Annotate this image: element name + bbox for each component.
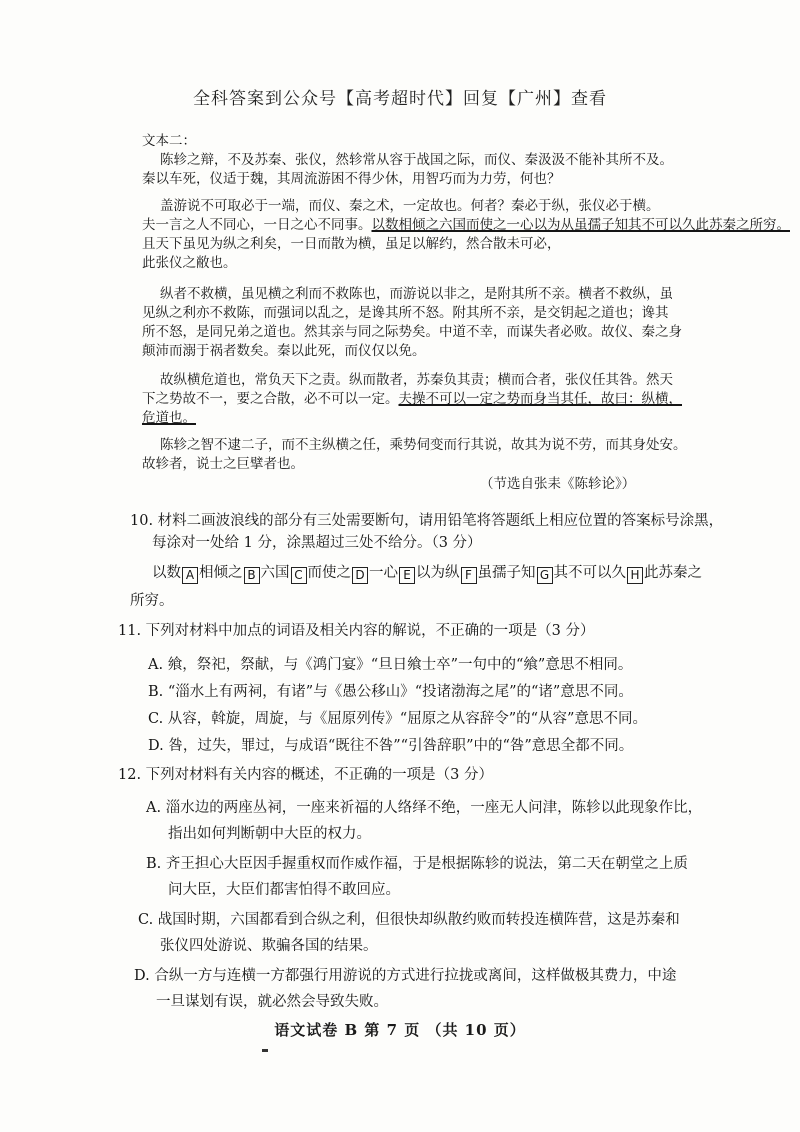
sentence-segment: 相倾之 <box>199 565 243 581</box>
question-12-stem: 12. 下列对材料有关内容的概述，不正确的一项是（3 分） <box>118 767 494 783</box>
question-12-option-a[interactable] <box>146 796 702 843</box>
question-12-option-d[interactable] <box>134 964 676 1011</box>
break-option-h[interactable]: H <box>627 567 643 584</box>
question-11-option-c[interactable]: C. 从容，斡旋，周旋，与《屈原列传》“屈原之从容辞令”的“从容”意思不同。 <box>148 711 647 727</box>
question-11-option-a[interactable]: A. 飨，祭祀，祭献，与《鸿门宴》“旦日飨士卒”一句中的“飨”意思不相同。 <box>148 657 633 673</box>
passage-line: 陈轸之辩，不及苏秦、张仪，然轸常从容于战国之际，而仪、秦汲汲不能补其所不及。 <box>160 152 673 168</box>
passage-source: （节选自张耒《陈轸论》） <box>480 476 636 492</box>
passage-line: 秦以车死，仪适于魏，其周流游困不得少休，用智巧而为力劳，何也？ <box>142 171 561 187</box>
option-line: 张仪四处游说、欺骗各国的结果。 <box>160 938 378 954</box>
question-10-stem: 10. 材料二画波浪线的部分有三处需要断句，请用铅笔将答题纸上相应位置的答案标号涂黑， <box>130 513 724 529</box>
passage-line <box>142 216 790 235</box>
sentence-segment: 虽孺子知 <box>477 565 536 581</box>
question-10-stem-cont: 每涂对一处给 1 分，涂黑超过三处不给分。（3 分） <box>152 535 482 551</box>
question-10 <box>130 510 723 584</box>
sentence-segment: 其不可以久 <box>553 565 626 581</box>
page-footer: 语文试卷 B 第 7 页 （共 10 页） <box>274 1021 526 1039</box>
break-option-a[interactable]: A <box>182 567 198 584</box>
passage-segment: 下之势故不一，要之合散，必不可以一定。 <box>142 391 399 407</box>
sentence-segment: 以数 <box>152 565 181 581</box>
question-11-option-d[interactable]: D. 咎，过失，罪过，与成语“既往不咎”“引咎辞职”中的“咎”意思全都不同。 <box>148 738 634 754</box>
passage-line: 陈轸之智不逮二子，而不主纵横之任，乘势伺变而行其说，故其为说不劳，而其身处安。 <box>160 437 687 453</box>
question-11-option-b[interactable]: B. “淄水上有两祠，有诸”与《愚公移山》“投诸渤海之尾”的“诸”意思不同。 <box>148 684 633 700</box>
header-banner: 全科答案到公众号【高考超时代】回复【广州】查看 <box>193 89 607 109</box>
passage-segment: 夫一言之人不同心，一日之心不同事。 <box>142 217 372 233</box>
passage-line: 颠沛而溺于祸者数矣。秦以此死，而仪仅以免。 <box>142 343 426 359</box>
passage-line: 故纵横危道也，常负天下之责。纵而散者，苏秦负其责；横而合者，张仪任其咎。然天 <box>160 372 673 388</box>
break-option-c[interactable]: C <box>291 567 307 584</box>
passage-line: 所不怒，是同兄弟之道也。然其亲与同之际势矣。中道不幸，而谋失者必败。故仪、秦之身 <box>142 324 682 340</box>
passage-line <box>142 390 712 409</box>
passage-line <box>142 409 712 428</box>
passage-line: 盖游说不可取必于一端，而仪、秦之术，一定故也。何者？秦必于纵，张仪必于横。 <box>160 198 660 214</box>
option-line: 问大臣，大臣们都害怕得不敢回应。 <box>168 882 400 898</box>
question-10-sentence <box>130 562 723 584</box>
question-12-option-b[interactable] <box>146 852 688 899</box>
option-line: A. 淄水边的两座丛祠，一座来祈福的人络绎不绝，一座无人问津，陈轸以此现象作比， <box>146 800 703 816</box>
passage-title: 文本二： <box>142 133 196 149</box>
sentence-segment: 此苏秦之 <box>644 565 702 581</box>
passage-line: 纵者不救横，虽见横之利而不救陈也，而游说以非之，是附其所不亲。横者不救纵，虽 <box>160 286 673 302</box>
question-10-tail: 所穷。 <box>130 593 174 609</box>
stray-mark <box>262 1049 268 1052</box>
underlined-passage: 危道也。 <box>142 410 196 426</box>
sentence-segment: 以为纵 <box>416 565 460 581</box>
option-line: C. 战国时期，六国都看到合纵之利，但很快却纵散约败而转投连横阵营，这是苏秦和 <box>138 912 680 928</box>
break-option-g[interactable]: G <box>537 567 553 584</box>
break-option-d[interactable]: D <box>352 567 368 584</box>
option-line: 一旦谋划有误，就必然会导致失败。 <box>156 994 388 1010</box>
option-line: 指出如何判断朝中大臣的权力。 <box>168 826 371 842</box>
break-option-b[interactable]: B <box>244 567 260 584</box>
passage-line: 见纵之利亦不救陈，而强词以乱之，是谗其所不怒。附其所不亲，是交钥起之道也；谗其 <box>142 305 669 321</box>
passage-line: 此张仪之敝也。 <box>142 255 237 271</box>
passage-line: 故轸者，说士之巨擘者也。 <box>142 456 304 472</box>
sentence-segment: 六国 <box>260 565 290 581</box>
option-line: D. 合纵一方与连横一方都强行用游说的方式进行拉拢或离间，这样做极其费力，中途 <box>134 968 677 984</box>
option-line: B. 齐王担心大臣因手握重权而作威作福，于是根据陈轸的说法，第二天在朝堂之上质 <box>146 856 688 872</box>
passage-line: 且天下虽见为纵之利矣，一日而散为横，虽足以解约，然合散未可必， <box>142 236 561 252</box>
break-option-e[interactable]: E <box>399 567 415 584</box>
break-option-f[interactable]: F <box>461 567 477 584</box>
sentence-segment: 而使之 <box>307 565 351 581</box>
sentence-segment: 一心 <box>369 565 398 581</box>
passage-text <box>142 132 790 474</box>
wavy-underlined-passage: 以数相倾之六国而使之一心以为从虽孺子知其不可以久此苏秦之所穷。 <box>371 217 790 233</box>
question-11-stem: 11. 下列对材料中加点的词语及相关内容的解说，不正确的一项是（3 分） <box>118 623 595 639</box>
underlined-passage: 夫操不可以一定之势而身当其任，故曰：纵横， <box>398 391 682 407</box>
question-12-option-c[interactable] <box>138 908 680 955</box>
